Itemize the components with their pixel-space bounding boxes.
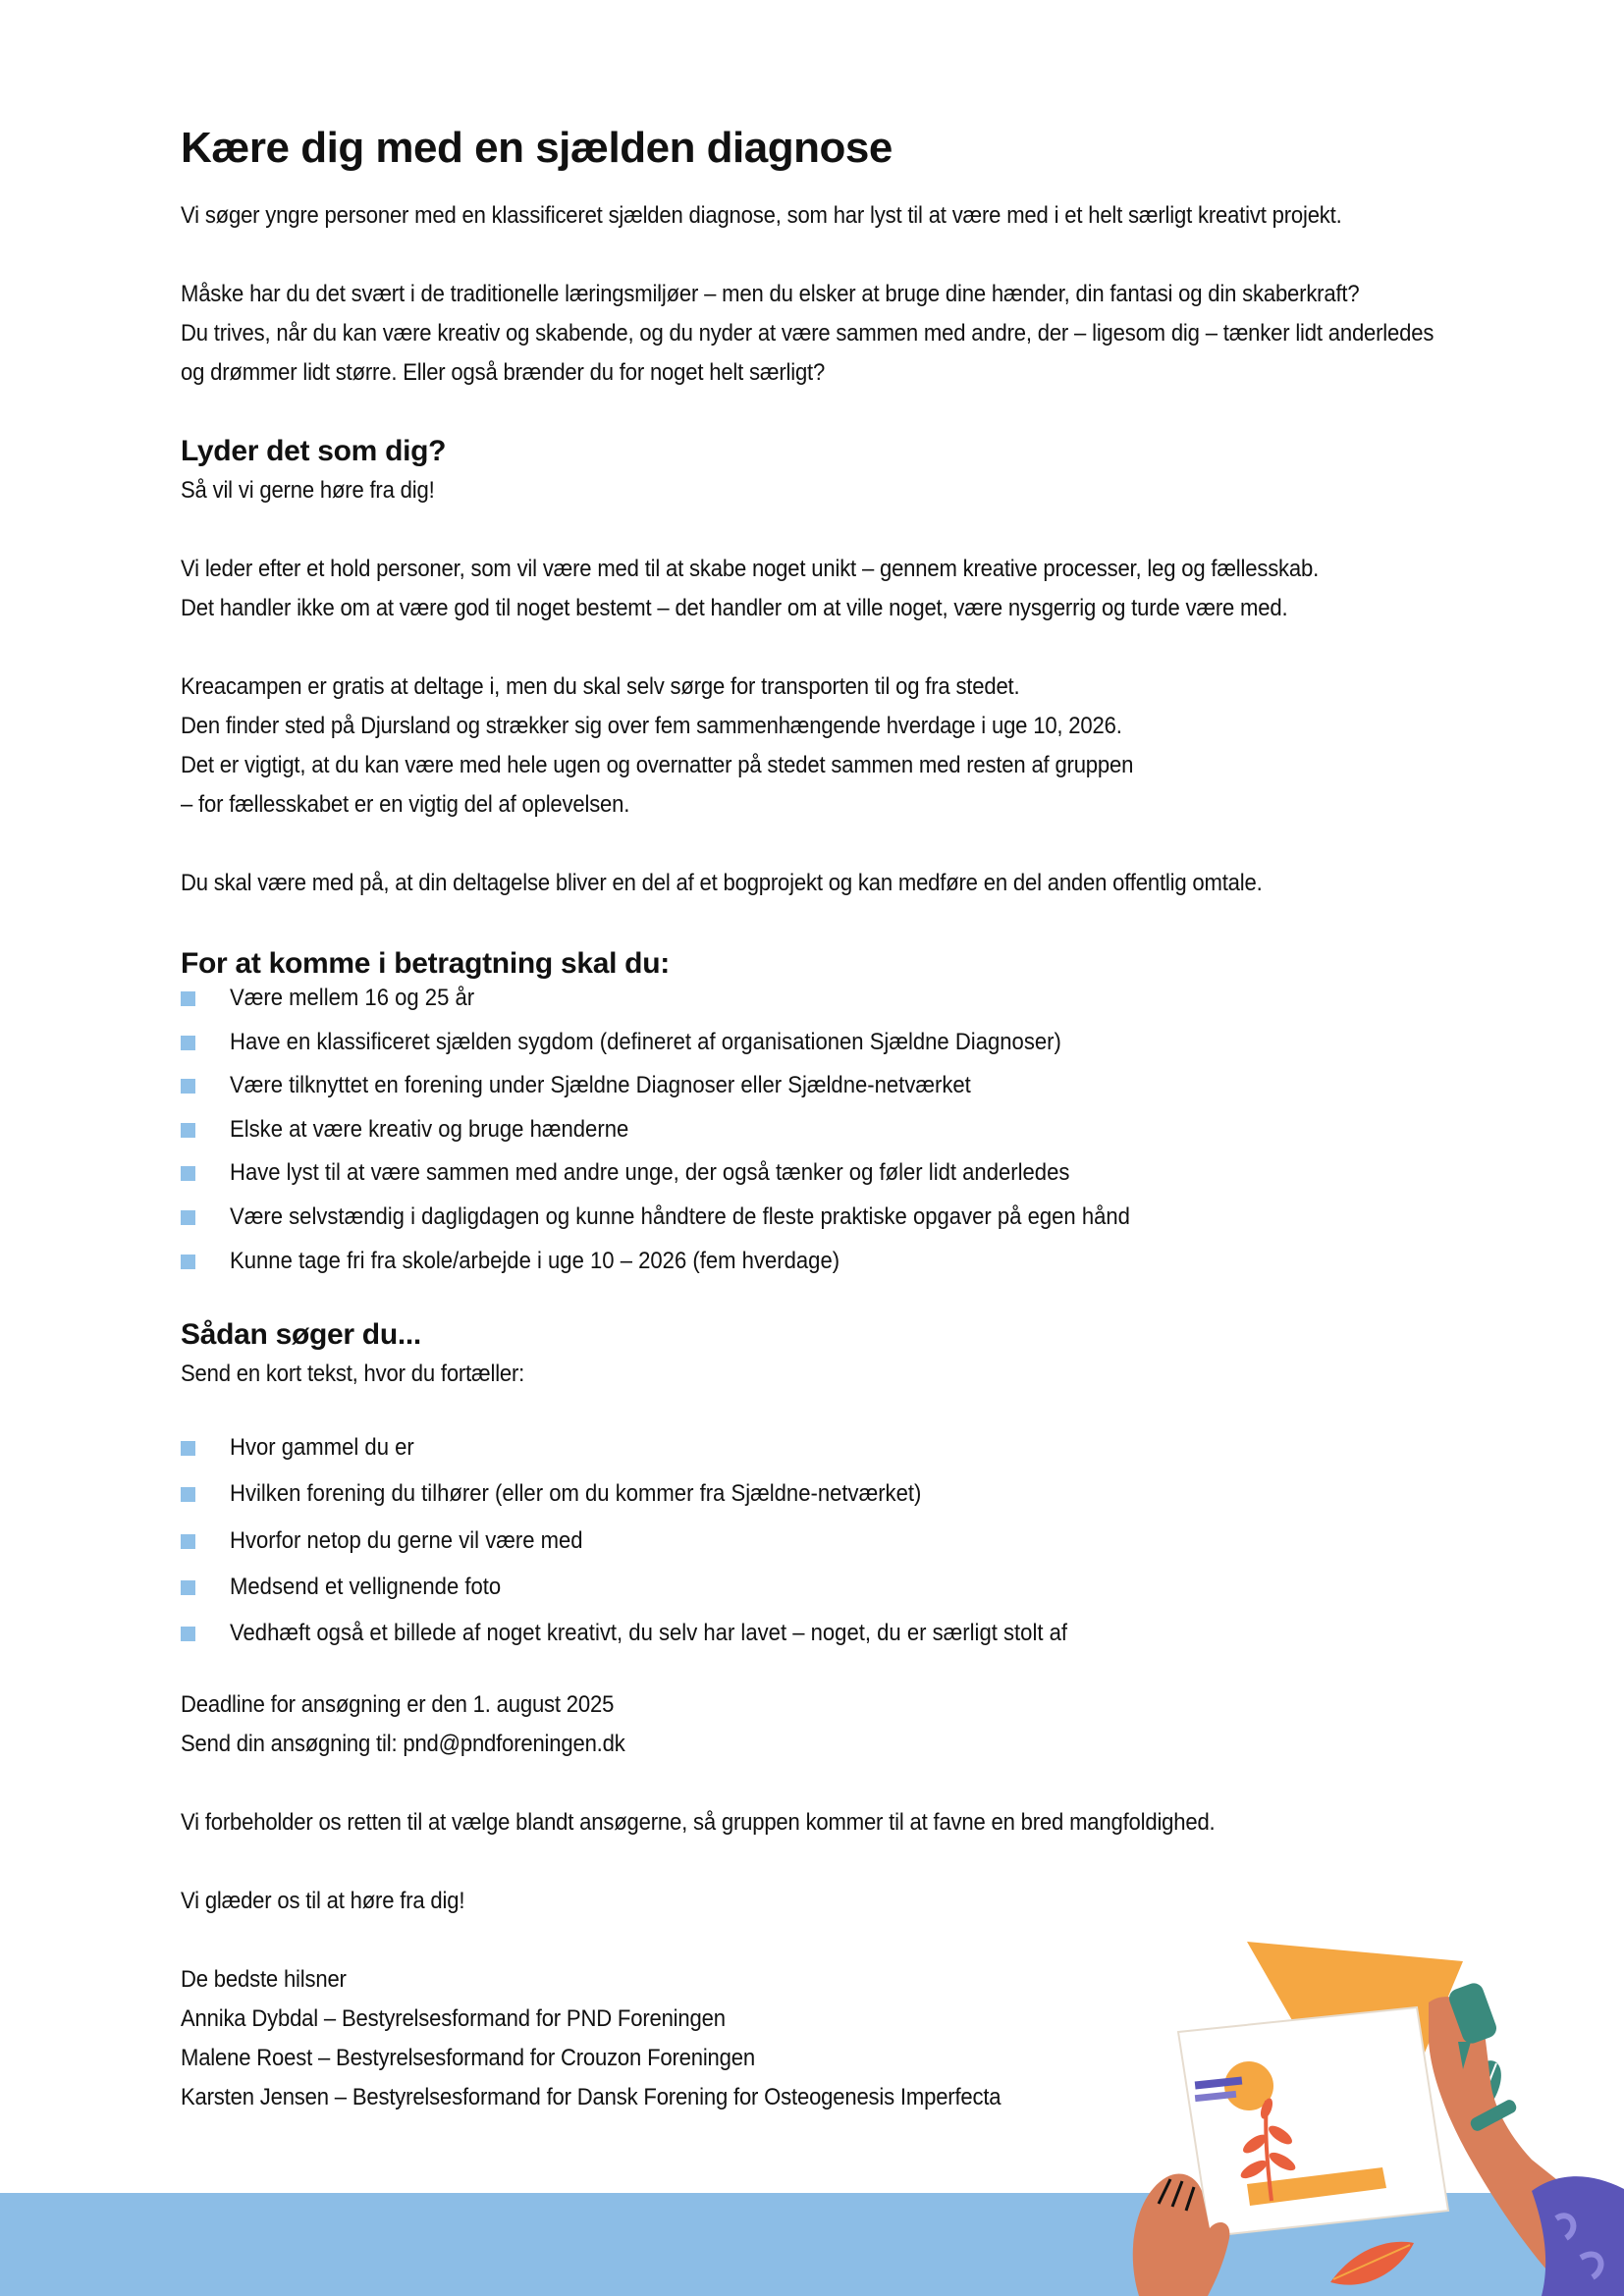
signature-line: Malene Roest – Bestyrelsesformand for Crouzon Foreningen — [181, 2044, 755, 2071]
list-item: Have en klassificeret sjælden sygdom (defineret af organisationen Sjældne Diagnoser) — [181, 1028, 1457, 1057]
intro-line: og drømmer lidt større. Eller også brænder du for noget helt særligt? — [181, 359, 826, 386]
section-heading-betragtning: For at komme i betragtning skal du: — [181, 947, 670, 980]
body-line: Du skal være med på, at din deltagelse bliver en del af et bogprojekt og kan medføre en del anden offentlig omtale. — [181, 870, 1263, 896]
section-heading-lyder: Lyder det som dig? — [181, 435, 447, 467]
body-line: Det er vigtigt, at du kan være med hele ugen og overnatter på stedet sammen med resten af gruppen — [181, 752, 1134, 778]
list-item: Kunne tage fri fra skole/arbejde i uge 10 – 2026 (fem hverdage) — [181, 1247, 1457, 1276]
list-item: Hvor gammel du er — [181, 1433, 1457, 1463]
square-bullet-icon — [181, 1487, 195, 1502]
section-heading-soeger: Sådan søger du... — [181, 1318, 421, 1352]
square-bullet-icon — [181, 1210, 195, 1225]
square-bullet-icon — [181, 1123, 195, 1138]
crafting-hands-illustration — [1119, 1934, 1624, 2296]
deadline-text: Deadline for ansøgning er den 1. august 2025 — [181, 1690, 615, 1718]
list-item: Være selvstændig i dagligdagen og kunne håndtere de fleste praktiske opgaver på egen hånd — [181, 1202, 1457, 1232]
list-item: Hvilken forening du tilhører (eller om du kommer fra Sjældne-netværket) — [181, 1479, 1457, 1509]
body-line: Så vil vi gerne høre fra dig! — [181, 477, 435, 504]
list-item: Medsend et vellignende foto — [181, 1573, 1457, 1602]
list-item: Elske at være kreativ og bruge hænderne — [181, 1115, 1457, 1145]
application-list — [181, 1433, 1457, 1648]
list-item: Være tilknyttet en forening under Sjældne Diagnoser eller Sjældne-netværket — [181, 1071, 1457, 1100]
regards-text: De bedste hilsner — [181, 1965, 347, 1993]
body-line: Send en kort tekst, hvor du fortæller: — [181, 1361, 525, 1388]
square-bullet-icon — [181, 1036, 195, 1050]
square-bullet-icon — [181, 1166, 195, 1181]
intro-line: Du trives, når du kan være kreativ og skabende, og du nyder at være sammen med andre, der – ligesom dig – tænker lidt anderledes — [181, 320, 1435, 347]
body-line: Kreacampen er gratis at deltage i, men du skal selv sørge for transporten til og fra stedet. — [181, 673, 1020, 700]
intro-line: Vi søger yngre personer med en klassificeret sjælden diagnose, som har lyst til at være med i et helt særligt kreativt projekt. — [181, 202, 1342, 229]
signature-line: Annika Dybdal – Bestyrelsesformand for PND Foreningen — [181, 2004, 726, 2032]
section1-text — [181, 471, 1457, 903]
signature-line: Karsten Jensen – Bestyrelsesformand for Dansk Forening for Osteogenesis Imperfecta — [181, 2083, 1001, 2110]
body-line: Vi leder efter et hold personer, som vil være med til at skabe noget unikt – gennem kreative processer, leg og fællesskab. — [181, 556, 1320, 582]
list-item: Vedhæft også et billede af noget kreativt, du selv har lavet – noget, du er særligt stolt af — [181, 1619, 1457, 1648]
list-item: Hvorfor netop du gerne vil være med — [181, 1526, 1457, 1556]
square-bullet-icon — [181, 1534, 195, 1549]
body-line: Vi glæder os til at høre fra dig! — [181, 1887, 465, 1914]
letter-content — [181, 116, 1457, 2117]
square-bullet-icon — [181, 991, 195, 1006]
requirements-list — [181, 984, 1457, 1276]
body-line: Det handler ikke om at være god til noget bestemt – det handler om at ville noget, være nysgerrig og turde være med. — [181, 595, 1288, 621]
intro-line: Måske har du det svært i de traditionelle læringsmiljøer – men du elsker at bruge dine hænder, din fantasi og din skaberkraft? — [181, 281, 1360, 307]
square-bullet-icon — [181, 1580, 195, 1595]
body-line: Den finder sted på Djursland og strækker sig over fem sammenhængende hverdage i uge 10, 2026. — [181, 713, 1122, 739]
body-line: – for fællesskabet er en vigtig del af oplevelsen. — [181, 791, 630, 818]
list-item: Have lyst til at være sammen med andre unge, der også tænker og føler lidt anderledes — [181, 1158, 1457, 1188]
list-item: Være mellem 16 og 25 år — [181, 984, 1457, 1013]
square-bullet-icon — [181, 1255, 195, 1269]
email-text[interactable]: Send din ansøgning til: pnd@pndforeningen.dk — [181, 1730, 625, 1757]
square-bullet-icon — [181, 1079, 195, 1094]
square-bullet-icon — [181, 1627, 195, 1641]
square-bullet-icon — [181, 1441, 195, 1456]
page-title: Kære dig med en sjælden diagnose — [181, 124, 893, 172]
intro-text — [181, 196, 1457, 393]
body-line: Vi forbeholder os retten til at vælge blandt ansøgerne, så gruppen kommer til at favne en bred mangfoldighed. — [181, 1808, 1216, 1836]
